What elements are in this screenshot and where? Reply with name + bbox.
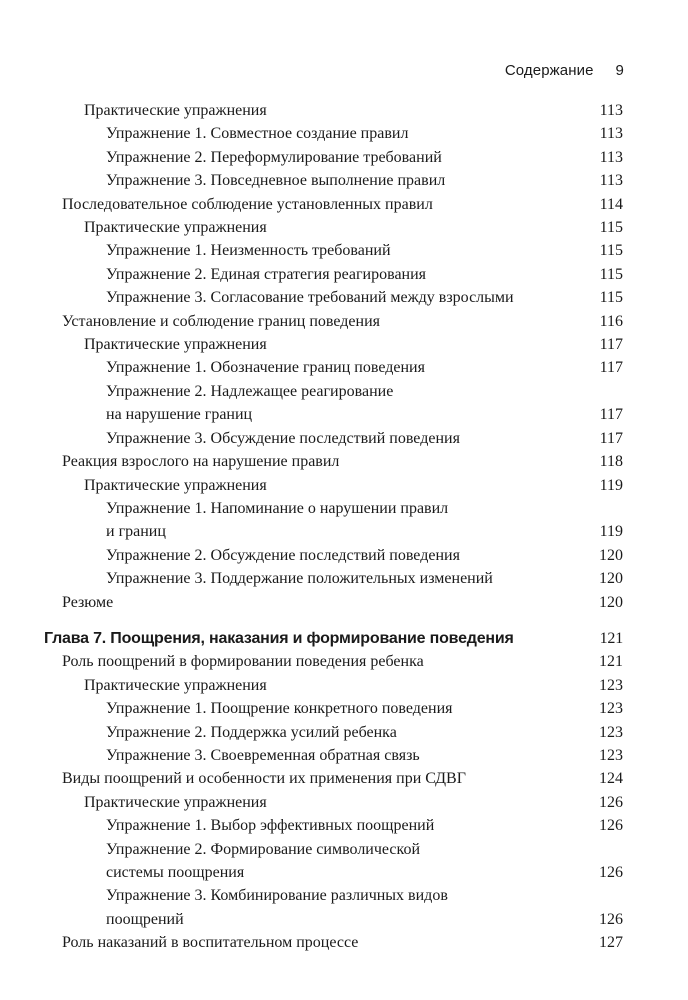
toc-entry bbox=[0, 567, 688, 590]
toc-entry-title: Упражнение 2. Поддержка усилий ребенка bbox=[106, 723, 397, 741]
toc-entry-title: Реакция взрослого на нарушение правил bbox=[62, 453, 340, 471]
toc-entry-page: 115 bbox=[599, 242, 623, 260]
toc-entry-title: Упражнение 2. Обсуждение последствий поведения bbox=[106, 546, 460, 564]
toc-entry-page: 127 bbox=[599, 934, 623, 952]
toc-entry-page: 121 bbox=[599, 629, 623, 647]
toc-entry-page: 115 bbox=[599, 219, 623, 237]
toc-entry bbox=[0, 767, 688, 790]
toc-entry-page: 114 bbox=[599, 195, 623, 213]
header-title: Содержание bbox=[504, 62, 594, 79]
toc-entry bbox=[0, 333, 688, 356]
toc-entry-page: 117 bbox=[599, 406, 623, 424]
toc-entry-title: Упражнение 3. Обсуждение последствий поведения bbox=[106, 429, 460, 447]
toc-entry-page: 126 bbox=[599, 817, 623, 835]
toc-entry bbox=[0, 263, 688, 286]
toc-entry-title: Практические упражнения bbox=[84, 676, 267, 694]
toc-entry bbox=[0, 791, 688, 814]
toc-entry-title: системы поощрения bbox=[106, 864, 245, 881]
toc-entry-title: Упражнение 3. Повседневное выполнение правил bbox=[106, 172, 446, 190]
toc-entry-page: 120 bbox=[599, 546, 623, 564]
toc-entry-page: 126 bbox=[599, 793, 623, 811]
toc-entry bbox=[0, 450, 688, 473]
toc-entry bbox=[0, 193, 688, 216]
table-of-contents bbox=[0, 99, 688, 955]
toc-entry bbox=[0, 427, 688, 450]
toc-entry-page: 113 bbox=[599, 125, 623, 143]
toc-entry-page: 115 bbox=[599, 289, 623, 307]
toc-entry-page: 120 bbox=[599, 570, 623, 588]
toc-entry bbox=[0, 286, 688, 309]
toc-entry-page: 117 bbox=[599, 429, 623, 447]
toc-entry-page: 120 bbox=[599, 593, 623, 611]
toc-entry bbox=[0, 380, 688, 403]
toc-entry bbox=[0, 697, 688, 720]
toc-entry-title: Упражнение 3. Согласование требований между взрослыми bbox=[106, 289, 514, 307]
toc-entry-title: Практические упражнения bbox=[84, 476, 267, 494]
toc-entry-title: Упражнение 2. Надлежащее реагирование bbox=[106, 382, 394, 400]
toc-entry bbox=[0, 931, 688, 954]
toc-entry-title: Упражнение 3. Поддержание положительных изменений bbox=[106, 570, 493, 588]
toc-entry-page: 113 bbox=[599, 102, 623, 119]
toc-entry-page: 123 bbox=[599, 746, 623, 764]
toc-entry bbox=[0, 122, 688, 145]
toc-entry-title: Упражнение 2. Переформулирование требований bbox=[106, 148, 442, 166]
toc-entry-title: Упражнение 1. Выбор эффективных поощрений bbox=[106, 817, 435, 835]
running-header bbox=[505, 62, 624, 79]
toc-entry bbox=[0, 99, 688, 122]
toc-entry-page: 126 bbox=[599, 910, 623, 928]
toc-entry-title: Упражнение 2. Единая стратегия реагирования bbox=[106, 265, 427, 283]
toc-entry-title: Упражнение 3. Комбинирование различных видов bbox=[106, 887, 448, 905]
toc-entry-page: 118 bbox=[599, 453, 623, 471]
toc-entry-title: Последовательное соблюдение установленных правил bbox=[62, 195, 433, 213]
toc-entry-page: 123 bbox=[599, 723, 623, 741]
toc-entry bbox=[0, 591, 688, 614]
toc-entry-title: Упражнение 1. Неизменность требований bbox=[106, 242, 391, 260]
toc-entry-page: 121 bbox=[599, 653, 623, 671]
toc-entry bbox=[0, 169, 688, 192]
toc-entry-title: Установление и соблюдение границ поведения bbox=[62, 312, 381, 330]
toc-entry-title: поощрений bbox=[106, 910, 184, 928]
toc-entry bbox=[0, 744, 688, 767]
toc-entry bbox=[0, 520, 688, 543]
toc-entry bbox=[0, 721, 688, 744]
toc-entry bbox=[0, 356, 688, 379]
toc-entry-title: Практические упражнения bbox=[84, 219, 267, 237]
toc-entry-page: 113 bbox=[599, 148, 623, 166]
toc-entry-title: Роль поощрений в формировании поведения ребенка bbox=[62, 653, 424, 671]
toc-entry-page: 117 bbox=[599, 336, 623, 354]
toc-entry bbox=[0, 650, 688, 673]
toc-entry-title: Виды поощрений и особенности их применения при СДВГ bbox=[62, 770, 466, 788]
toc-entry-title: Упражнение 1. Совместное создание правил bbox=[106, 125, 409, 143]
toc-entry-page: 124 bbox=[599, 770, 623, 788]
toc-entry-page: 126 bbox=[599, 864, 623, 881]
toc-entry-page: 117 bbox=[599, 359, 623, 377]
toc-entry-title: Глава 7. Поощрения, наказания и формирование поведения bbox=[44, 629, 514, 647]
toc-entry bbox=[0, 474, 688, 497]
toc-entry bbox=[0, 544, 688, 567]
toc-entry-page: 123 bbox=[599, 700, 623, 718]
toc-entry-title: Практические упражнения bbox=[84, 793, 267, 811]
toc-entry-title: Упражнение 1. Обозначение границ поведения bbox=[106, 359, 425, 377]
toc-entry bbox=[0, 239, 688, 262]
toc-entry-page: 115 bbox=[599, 265, 623, 283]
toc-entry-page: 113 bbox=[599, 172, 623, 190]
toc-entry bbox=[0, 838, 688, 861]
toc-entry-title: Упражнение 1. Напоминание о нарушении правил bbox=[106, 499, 449, 517]
toc-entry bbox=[0, 146, 688, 169]
toc-entry-page: 119 bbox=[599, 523, 623, 541]
toc-entry-title: Практические упражнения bbox=[84, 102, 267, 119]
toc-entry bbox=[0, 884, 688, 907]
page-number: 9 bbox=[615, 62, 624, 79]
toc-entry bbox=[0, 814, 688, 837]
toc-entry bbox=[0, 216, 688, 239]
toc-entry-title: Роль наказаний в воспитательном процессе bbox=[62, 934, 359, 952]
toc-entry-title: Упражнение 1. Поощрение конкретного поведения bbox=[106, 700, 453, 718]
toc-entry-title: Упражнение 2. Формирование символической bbox=[106, 840, 421, 858]
toc-entry bbox=[0, 674, 688, 697]
toc-entry bbox=[0, 497, 688, 520]
toc-entry-title: и границ bbox=[106, 523, 166, 541]
toc-entry-title: Упражнение 3. Своевременная обратная связь bbox=[106, 746, 420, 764]
toc-entry bbox=[0, 403, 688, 426]
toc-entry-page: 116 bbox=[599, 312, 623, 330]
toc-entry bbox=[0, 908, 688, 931]
toc-entry-title: Практические упражнения bbox=[84, 336, 267, 354]
toc-entry-page: 123 bbox=[599, 676, 623, 694]
toc-entry-page: 119 bbox=[599, 476, 623, 494]
toc-entry bbox=[0, 310, 688, 333]
toc-chapter bbox=[0, 627, 688, 650]
toc-entry-title: Резюме bbox=[62, 593, 114, 611]
toc-entry-title: на нарушение границ bbox=[106, 406, 253, 424]
toc-entry bbox=[0, 861, 688, 884]
